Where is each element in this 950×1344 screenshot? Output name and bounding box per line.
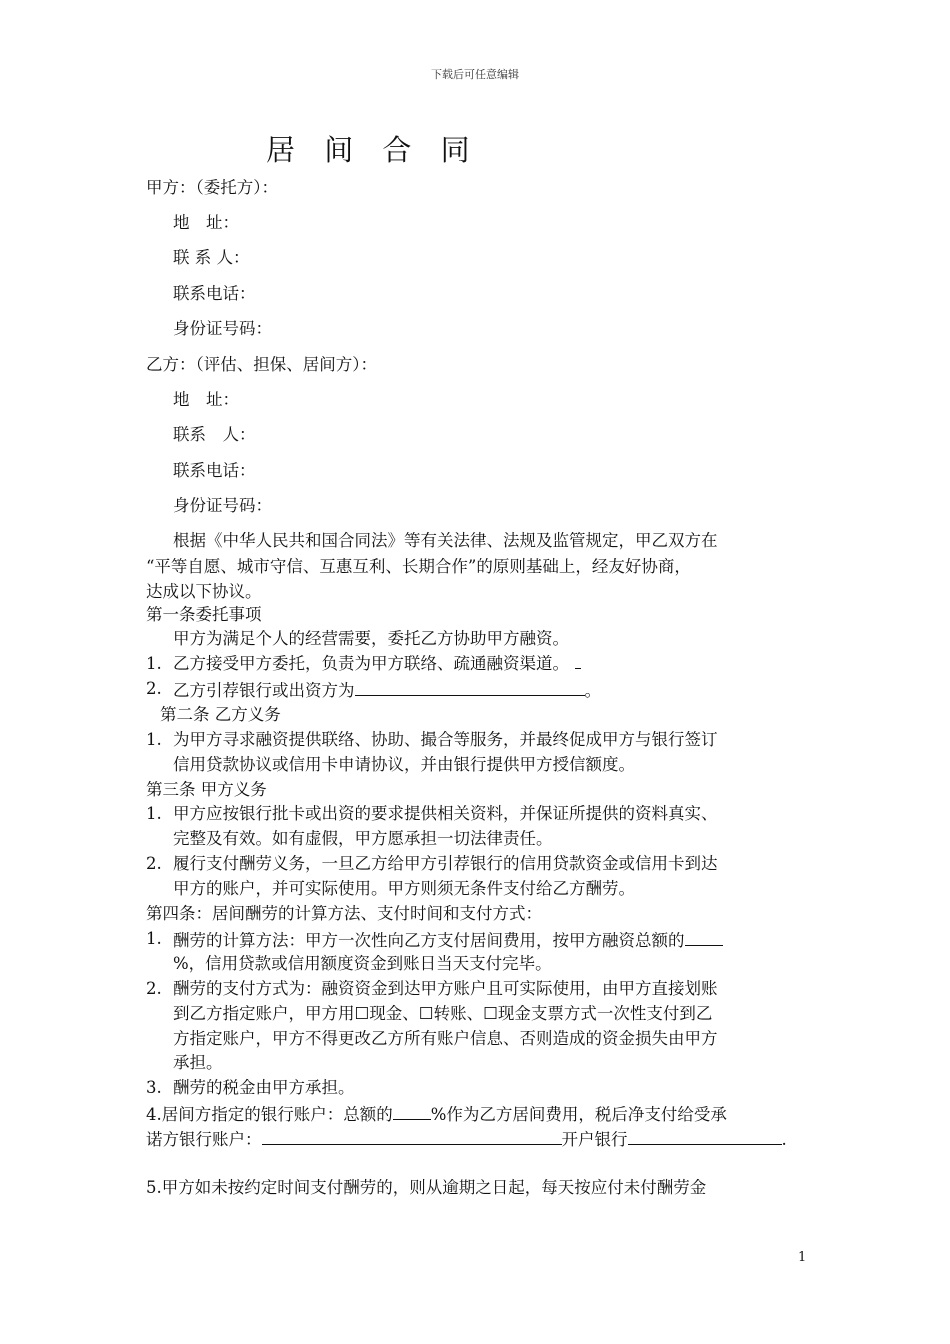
text-cursor-mark	[575, 654, 581, 669]
party-b-address: 地 址：	[173, 390, 239, 409]
article-4-heading: 第四条：居间酬劳的计算方法、支付时间和支付方式：	[146, 904, 542, 923]
article-3-item-1-line-2: 完整及有效。如有虚假，甲方愿承担一切法律责任。	[173, 829, 553, 848]
intro-line-3: 达成以下协议。	[146, 582, 262, 601]
page-number: 1	[798, 1250, 807, 1265]
article-3-item-2-num: 2.	[146, 854, 162, 873]
party-a-label: 甲方：（委托方）：	[146, 178, 278, 197]
party-b-phone: 联系电话：	[173, 461, 256, 480]
article-3-item-2-line-2: 甲方的账户，并可实际使用。甲方则须无条件支付给乙方酬劳。	[173, 879, 635, 898]
article-1-para: 甲方为满足个人的经营需要，委托乙方协助甲方融资。	[173, 629, 569, 648]
article-1-item-2-num: 2.	[146, 679, 162, 698]
article-3-item-1-num: 1.	[146, 804, 162, 823]
fill-blank-bank-account	[262, 1127, 562, 1145]
article-4-item-1-text: 酬劳的计算方法：甲方一次性向乙方支付居间费用，按甲方融资总额的	[173, 931, 685, 950]
article-2-item-1-num: 1.	[146, 730, 162, 749]
article-2-item-1-line-1: 为甲方寻求融资提供联络、协助、撮合等服务，并最终促成甲方与银行签订	[173, 730, 718, 749]
article-4-item-2-line-1: 酬劳的支付方式为：融资资金到达甲方账户且可实际使用，由甲方直接划账	[173, 979, 718, 998]
article-2-item-1-line-2: 信用贷款协议或信用卡申请协议，并由银行提供甲方授信额度。	[173, 755, 635, 774]
article-3-item-2-line-1: 履行支付酬劳义务，一旦乙方给甲方引荐银行的信用贷款资金或信用卡到达	[173, 854, 718, 873]
article-1-item-2-end: 。	[584, 681, 601, 700]
fill-blank-opening-bank	[628, 1127, 782, 1145]
item-4-line-1-a: 4.居间方指定的银行账户：总额的	[146, 1105, 393, 1124]
article-3-item-1-line-1: 甲方应按银行批卡或出资的要求提供相关资料，并保证所提供的资料真实、	[173, 804, 718, 823]
party-a-contact: 联 系 人：	[173, 248, 250, 267]
article-1-item-1	[173, 653, 581, 675]
article-1-item-1-text: 乙方接受甲方委托，负责为甲方联络、疏通融资渠道。	[173, 654, 569, 673]
item-4-line-2-b: 开户银行	[561, 1130, 628, 1149]
item-4-line-1-b: %作为乙方居间费用，税后净支付给受承	[430, 1105, 727, 1124]
intro-line-2: “平等自愿、城市守信、互惠互利、长期合作”的原则基础上，经友好协商，	[146, 557, 691, 576]
fill-blank-percent	[685, 928, 723, 946]
article-4-item-3-num: 3.	[146, 1078, 162, 1097]
article-4-item-3: 酬劳的税金由甲方承担。	[173, 1078, 355, 1097]
article-4-item-1-line-2: %，信用贷款或信用额度资金到账日当天支付完毕。	[173, 954, 552, 973]
party-a-id: 身份证号码：	[173, 319, 272, 338]
item-5-line-1: 5.甲方如未按约定时间支付酬劳的，则从逾期之日起，每天按应付未付酬劳金	[146, 1178, 707, 1197]
article-4-item-2-num: 2.	[146, 979, 162, 998]
article-1-item-1-num: 1.	[146, 654, 162, 673]
fill-blank-total-percent	[393, 1102, 431, 1120]
item-4-line-2-a: 诺方银行账户：	[146, 1130, 262, 1149]
article-3-heading: 第三条 甲方义务	[146, 780, 267, 799]
article-1-item-2	[173, 678, 601, 702]
document-title: 居 间 合 同	[266, 133, 480, 167]
header-note: 下载后可任意编辑	[431, 68, 519, 81]
party-b-label: 乙方：（评估、担保、居间方）：	[146, 355, 377, 374]
article-4-item-2-line-2: 到乙方指定账户，甲方用☐现金、☐转账、☐现金支票方式一次性支付到乙	[173, 1004, 713, 1023]
party-b-contact: 联系 人：	[173, 425, 256, 444]
article-2-heading: 第二条 乙方义务	[160, 705, 281, 724]
article-4-item-1-num: 1.	[146, 929, 162, 948]
article-1-heading: 第一条委托事项	[146, 605, 262, 624]
intro-line-1: 根据《中华人民共和国合同法》等有关法律、法规及监管规定，甲乙双方在	[173, 531, 718, 550]
article-4-item-1-line-1	[173, 928, 723, 952]
fill-blank-lender	[355, 678, 585, 696]
article-4-item-2-line-3: 方指定账户，甲方不得更改乙方所有账户信息、否则造成的资金损失由甲方	[173, 1029, 718, 1048]
party-a-phone: 联系电话：	[173, 284, 256, 303]
item-4-line-2	[146, 1127, 787, 1151]
item-4-line-2-c: .	[781, 1130, 787, 1149]
article-4-item-2-line-4: 承担。	[173, 1053, 223, 1072]
party-a-address: 地 址：	[173, 213, 239, 232]
article-1-item-2-text: 乙方引荐银行或出资方为	[173, 681, 355, 700]
item-4-line-1	[146, 1102, 727, 1126]
party-b-id: 身份证号码：	[173, 496, 272, 515]
